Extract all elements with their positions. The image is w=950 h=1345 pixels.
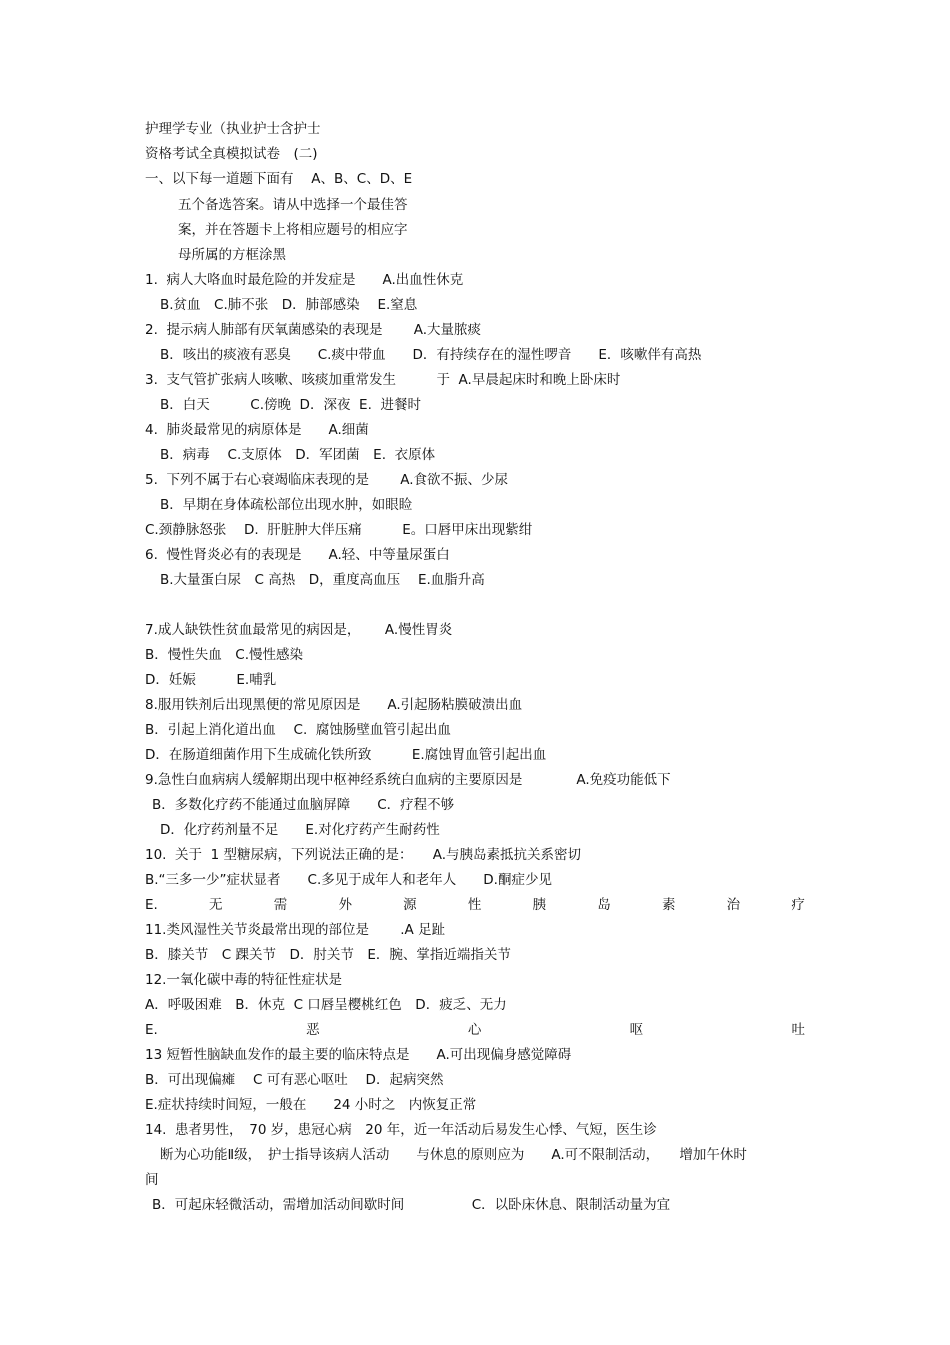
q3-options: B．白天 C.傍晚 D．深夜 E. 进餐时 [160, 397, 421, 413]
q14-stem-2: 断为心功能Ⅱ级， 护士指导该病人活动 与休息的原则应为 A.可不限制活动， 增加午休时 [160, 1147, 747, 1163]
q9-options-2: D．化疗药剂量不足 E.对化疗药产生耐药性 [160, 822, 440, 838]
q14-stem-1: 14. 患者男性， 70 岁，患冠心病 20 年，近一年活动后易发生心悸、气短，医生诊 [145, 1122, 657, 1138]
q8-stem: 8.服用铁剂后出现黑便的常见原因是 A.引起肠粘膜破溃出血 [145, 697, 523, 713]
q9-options-1: B．多数化疗药不能通过血脑屏障 C．疗程不够 [152, 797, 455, 813]
q3-stem: 3. 支气管扩张病人咳嗽、咳痰加重常发生 于 A.早晨起床时和晚上卧床时 [145, 372, 621, 388]
instruction-line-2: 案，并在答题卡上将相应题号的相应字 [178, 222, 408, 238]
q7-options-2: D．妊娠 E.哺乳 [145, 672, 277, 688]
q12-option-e: E. 恶 心 呕 吐 [145, 1022, 805, 1038]
q7-options-1: B．慢性失血 C.慢性感染 [145, 647, 303, 663]
q11-options: B．膝关节 C 踝关节 D．肘关节 E．腕、掌指近端指关节 [145, 947, 511, 963]
q13-options-2: E.症状持续时间短，一般在 24 小时之 内恢复正常 [145, 1097, 477, 1113]
q12-options: A．呼吸困难 B．休克 C 口唇呈樱桃红色 D．疲乏、无力 [145, 997, 507, 1013]
q10-options: B.“三多一少”症状显者 C.多见于成年人和老年人 D.酮症少见 [145, 872, 552, 888]
title-line-2: 资格考试全真模拟试卷 (二) [145, 146, 318, 162]
q9-stem: 9.急性白血病病人缓解期出现中枢神经系统白血病的主要原因是 A.免疫功能低下 [145, 772, 671, 788]
section-heading: 一、以下每一道题下面有 A、B、C、D、E [145, 171, 413, 187]
q8-options-1: B．引起上消化道出血 C. 腐蚀肠壁血管引起出血 [145, 722, 451, 738]
instruction-line-1: 五个备选答案。请从中选择一个最佳答 [178, 197, 408, 213]
q10-stem: 10. 关于 1 型糖尿病，下列说法正确的是： A.与胰岛素抵抗关系密切 [145, 847, 582, 863]
q1-options: B.贫血 C.肺不张 D．肺部感染 E.窒息 [160, 297, 418, 313]
q6-options: B.大量蛋白尿 C 高热 D，重度高血压 E.血脂升高 [160, 572, 485, 588]
q10-option-e: E. 无 需 外 源 性 胰 岛 素 治 疗 [145, 897, 805, 913]
q1-stem: 1. 病人大咯血时最危险的并发症是 A.出血性休克 [145, 272, 464, 288]
q14-stem-3: 间 [145, 1172, 159, 1188]
q2-stem: 2. 提示病人肺部有厌氧菌感染的表现是 A.大量脓痰 [145, 322, 482, 338]
q11-stem: 11.类风湿性关节炎最常出现的部位是 .A 足趾 [145, 922, 446, 938]
instruction-line-3: 母所属的方框涂黑 [178, 247, 286, 263]
q4-options: B．病毒 C.支原体 D．军团菌 E. 衣原体 [160, 447, 436, 463]
q2-options: B．咳出的痰液有恶臭 C.痰中带血 D．有持续存在的湿性啰音 E．咳嗽伴有高热 [160, 347, 702, 363]
q4-stem: 4. 肺炎最常见的病原体是 A.细菌 [145, 422, 369, 438]
q12-stem: 12.一氧化碳中毒的特征性症状是 [145, 972, 342, 988]
q5-stem: 5. 下列不属于右心衰竭临床表现的是 A.食欲不振、少尿 [145, 472, 509, 488]
q14-options: B．可起床轻微活动，需增加活动间歇时间 C．以卧床休息、限制活动量为宜 [152, 1197, 671, 1213]
q5-options-2: C.颈静脉怒张 D. 肝脏肿大伴压痛 E。口唇甲床出现紫绀 [145, 522, 533, 538]
title-line-1: 护理学专业（执业护士含护士 [145, 121, 321, 137]
q6-stem: 6. 慢性肾炎必有的表现是 A.轻、中等量尿蛋白 [145, 547, 450, 563]
q13-options-1: B．可出现偏瘫 C 可有恶心呕吐 D．起病突然 [145, 1072, 444, 1088]
q8-options-2: D．在肠道细菌作用下生成硫化铁所致 E.腐蚀胃血管引起出血 [145, 747, 547, 763]
q7-stem: 7.成人缺铁性贫血最常见的病因是， A.慢性胃炎 [145, 622, 453, 638]
q13-stem: 13 短暂性脑缺血发作的最主要的临床特点是 A.可出现偏身感觉障碍 [145, 1047, 572, 1063]
q5-options-1: B．早期在身体疏松部位出现水肿，如眼睑 [160, 497, 413, 513]
